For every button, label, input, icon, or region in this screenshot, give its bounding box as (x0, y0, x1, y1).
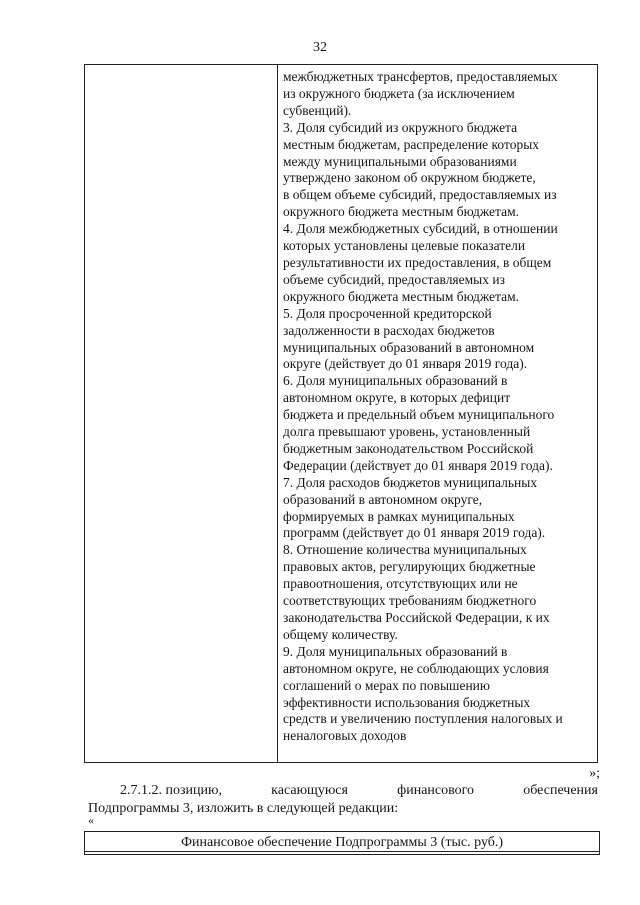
cell-text-line: формируемых в рамках муниципальных (283, 508, 515, 524)
paragraph-word: 2.7.1.2. позицию, (120, 783, 222, 798)
cell-text-line: межбюджетных трансфертов, предоставляемых (283, 69, 558, 84)
cell-text-line: 4. Доля межбюджетных субсидий, в отношении (283, 221, 558, 237)
cell-text-line: автономном округе, не соблюдающих условия (283, 660, 549, 676)
cell-text-line: бюджетным законодательством Российской (283, 440, 534, 456)
cell-text-line: бюджета и предельный объем муниципального (283, 407, 555, 423)
cell-text-line: окружного бюджета местным бюджетам. (283, 288, 520, 304)
cell-text-line: долга превышают уровень, установленный (283, 424, 531, 440)
cell-text-line: 6. Доля муниципальных образований в (283, 373, 508, 389)
cell-text-line: 3. Доля субсидий из окружного бюджета (283, 119, 518, 135)
cell-text-line: муниципальных образований в автономном (283, 339, 535, 355)
cell-text-line: правовых актов, регулирующих бюджетные (283, 559, 536, 575)
paragraph-word: финансового (397, 783, 475, 798)
cell-text-line: 8. Отношение количества муниципальных (283, 542, 527, 558)
page-number: 32 (313, 40, 327, 55)
cell-text-line: автономном округе, в которых дефицит (283, 390, 511, 406)
paragraph-line-1 (88, 782, 598, 800)
cell-text-line: объеме субсидий, предоставляемых из (283, 271, 505, 287)
cell-text-line: правоотношения, отсутствующих или не (283, 576, 518, 592)
cell-text-line: между муниципальными образованиями (283, 153, 517, 169)
cell-text-line: образований в автономном округе, (283, 491, 483, 507)
cell-text-line: окружного бюджета местным бюджетам. (283, 204, 520, 220)
indicators-cell (283, 69, 595, 745)
indicators-table (84, 64, 598, 763)
cell-text-line: общему количеству. (283, 626, 398, 642)
paragraph-word: касающуюся (271, 783, 348, 798)
cell-text-line: программ (действует до 01 января 2019 года). (283, 525, 546, 541)
cell-text-line: Федерации (действует до 01 января 2019 года). (283, 457, 553, 473)
closing-quote: »; (589, 766, 600, 781)
paragraph-word: обеспечения (523, 783, 598, 798)
finance-table-header: Финансовое обеспечение Подпрограммы 3 (тыс. руб.) (84, 831, 600, 855)
cell-text-line: утверждено законом об окружном бюджете, (283, 170, 536, 186)
cell-text-line: соглашений о мерах по повышению (283, 677, 490, 693)
column-divider (277, 65, 278, 762)
cell-text-line: средств и увеличению поступления налоговых и (283, 711, 563, 727)
paragraph-line-2: Подпрограммы 3, изложить в следующей редакции: (88, 801, 399, 816)
cell-text-line: которых установлены целевые показатели (283, 238, 526, 254)
cell-text-line: эффективности использования бюджетных (283, 694, 531, 710)
cell-text-line: из окружного бюджета (за исключением (283, 85, 515, 101)
opening-quote: « (88, 813, 94, 827)
cell-text-line: 9. Доля муниципальных образований в (283, 643, 508, 659)
cell-text-line: в общем объеме субсидий, предоставляемых из (283, 187, 557, 203)
cell-text-line: субвенций). (283, 102, 352, 118)
cell-text-line: задолженности в расходах бюджетов (283, 322, 495, 338)
amendment-paragraph (88, 782, 598, 818)
cell-text-line: результативности их предоставления, в общем (283, 254, 552, 270)
cell-text-line: округе (действует до 01 января 2019 года). (283, 356, 528, 372)
cell-text-line: неналоговых доходов (283, 728, 407, 744)
cell-text-line: 5. Доля просроченной кредиторской (283, 305, 492, 321)
cell-text-line: 7. Доля расходов бюджетов муниципальных (283, 474, 538, 490)
cell-text-line: законодательства Российской Федерации, к их (283, 610, 550, 625)
cell-text-line: местным бюджетам, распределение которых (283, 136, 540, 152)
cell-text-line: соответствующих требованиям бюджетного (283, 593, 537, 609)
